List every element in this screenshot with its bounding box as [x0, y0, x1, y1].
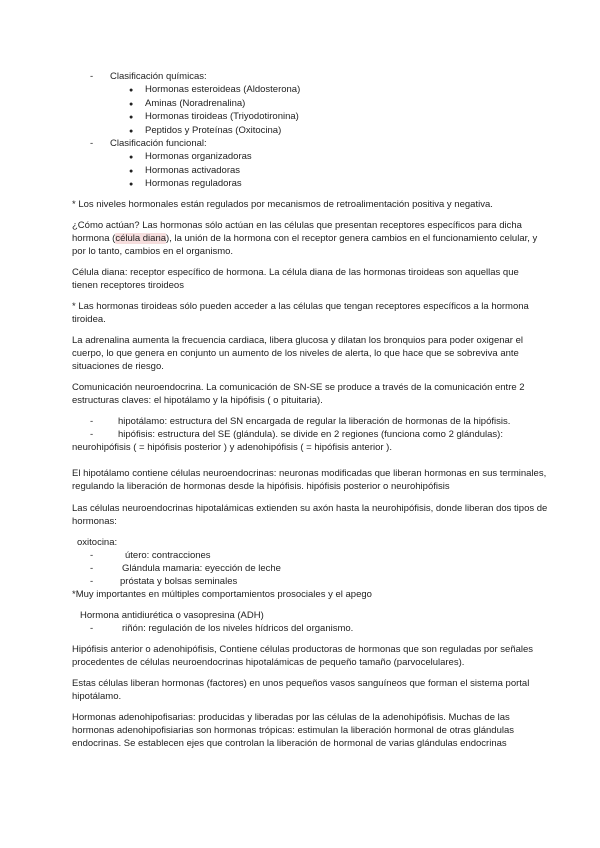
list-heading-funcional: Clasificación funcional: [110, 138, 207, 149]
paragraph-celula-diana-line: Célula diana: receptor específico de hormona. La célula diana de las hormonas tiroideas son aquellas que [72, 267, 519, 278]
text-fragment: hormona ( [72, 233, 116, 244]
paragraph-hipotalamo-line: El hipotálamo contiene células neuroendocrinas: neuronas modificadas que liberan hormonas en sus terminales, [72, 468, 547, 479]
list-dash: - [90, 138, 94, 149]
paragraph-portal-line: Estas células liberan hormonas (factores) en unos pequeños vasos sanguíneos que forman el sistema portal [72, 678, 530, 689]
bullet-icon: ● [129, 128, 134, 135]
paragraph-adenohipofisarias-line: hormonas adenohipofisiarias son hormonas trópicas: estimulan la liberación hormonal de otras glándulas [72, 725, 515, 736]
list-item: Hormonas organizadoras [145, 151, 252, 162]
bullet-icon: ● [129, 114, 134, 121]
paragraph-portal-line: hipotálamo. [72, 691, 122, 702]
paragraph-axon-line: hormonas: [72, 516, 117, 527]
list-dash: - [90, 576, 94, 587]
bullet-icon: ● [129, 101, 134, 108]
paragraph-anterior-line: procedentes de células neuroendocrinas hipotalámicas de pequeño tamaño (parvocelulares). [72, 657, 465, 668]
paragraph-como-actuan-line: por lo tanto, cambios en el organismo. [72, 246, 234, 257]
paragraph-comunicacion-line: estructuras claves: el hipotálamo y la hipófisis ( o pituitaria). [72, 395, 323, 406]
paragraph-como-actuan-line: ¿Cómo actúan? Las hormonas sólo actúan en las células que presentan receptores específicos para dicha [72, 220, 522, 231]
bullet-icon: ● [129, 168, 134, 175]
highlight-celula-diana: célula diana [115, 233, 167, 244]
paragraph-comunicacion-line: Comunicación neuroendocrina. La comunicación de SN-SE se produce a través de la comunicación entre 2 [72, 382, 525, 393]
adh-heading: Hormona antidiurética o vasopresina (ADH) [80, 610, 264, 621]
text-fragment: ), la unión de la hormona con el receptor genera cambios en el funcionamiento celular, y [166, 233, 538, 244]
list-dash: - [90, 550, 94, 561]
list-item: Hormonas activadoras [145, 165, 241, 176]
paragraph-adenohipofisarias-line: endocrinas. Se establecen ejes que controlan la liberación de hormonal de varias glándulas endocrinas [72, 738, 507, 749]
list-item: Hormonas tiroideas (Triyodotironina) [145, 111, 299, 122]
list-item: Hormonas reguladoras [145, 178, 242, 189]
paragraph-adenohipofisarias-line: Hormonas adenohipofisarias: producidas y liberadas por las células de la adenohipófisis. Muchas de las [72, 712, 510, 723]
paragraph-celula-diana-line: tienen receptores tiroideos [72, 280, 184, 291]
paragraph-como-actuan-line [72, 232, 537, 245]
list-item: Aminas (Noradrenalina) [145, 98, 246, 109]
list-dash: - [90, 623, 94, 634]
paragraph-axon-line: Las células neuroendocrinas hipotalámicas extienden su axón hasta la neurohipófisis, donde liberan dos tipos de [72, 503, 548, 514]
list-dash: - [90, 563, 94, 574]
list-item: riñón: regulación de los niveles hídricos del organismo. [122, 623, 354, 634]
list-heading-quimica: Clasificación químicas: [110, 71, 207, 82]
list-item: útero: contracciones [125, 550, 211, 561]
list-item-hipotalamo: hipotálamo: estructura del SN encargada de regular la liberación de hormonas de la hipófisis. [118, 416, 511, 427]
bullet-icon: ● [129, 181, 134, 188]
list-item-hipofisis: hipófisis: estructura del SE (glándula). se divide en 2 regiones (funciona como 2 glándulas): [118, 429, 503, 440]
oxitocina-heading: oxitocina: [77, 537, 118, 548]
list-item: próstata y bolsas seminales [120, 576, 238, 587]
paragraph-tiroideas-line: * Las hormonas tiroideas sólo pueden acceder a las células que tengan receptores específicos a la hormona [72, 301, 529, 312]
paragraph-adrenalina-line: La adrenalina aumenta la frecuencia cardiaca, libera glucosa y dilatan los bronquios para poder oxigenar el [72, 335, 524, 346]
paragraph-retroalimentacion: * Los niveles hormonales están regulados por mecanismos de retroalimentación positiva y negativa. [72, 199, 493, 210]
list-dash: - [90, 71, 94, 82]
list-item: Peptidos y Proteínas (Oxitocina) [145, 125, 282, 136]
list-item: Hormonas esteroideas (Aldosterona) [145, 84, 301, 95]
paragraph-adrenalina-line: situaciones de riesgo. [72, 361, 164, 372]
list-item-hipofisis-cont: neurohipófisis ( = hipófisis posterior ) y adenohipófisis ( = hipófisis anterior ). [72, 442, 392, 453]
paragraph-anterior-line: Hipófisis anterior o adenohipófisis, Contiene células productoras de hormonas que son reguladas por señales [72, 644, 534, 655]
list-dash: - [90, 429, 94, 440]
paragraph-adrenalina-line: cuerpo, lo que genera en conjunto un aumento de los niveles de alerta, lo que hace que se sobreviva ante [72, 348, 519, 359]
paragraph-hipotalamo-line: regulando la liberación de hormonas desde la hipófisis. hipófisis posterior o neurohipófisis [72, 481, 450, 492]
paragraph-tiroideas-line: tiroidea. [72, 314, 106, 325]
oxitocina-note: *Muy importantes en múltiples comportamientos prosociales y el apego [72, 589, 372, 600]
list-item: Glándula mamaria: eyección de leche [122, 563, 281, 574]
bullet-icon: ● [129, 154, 134, 161]
list-dash: - [90, 416, 94, 427]
bullet-icon: ● [129, 87, 134, 94]
